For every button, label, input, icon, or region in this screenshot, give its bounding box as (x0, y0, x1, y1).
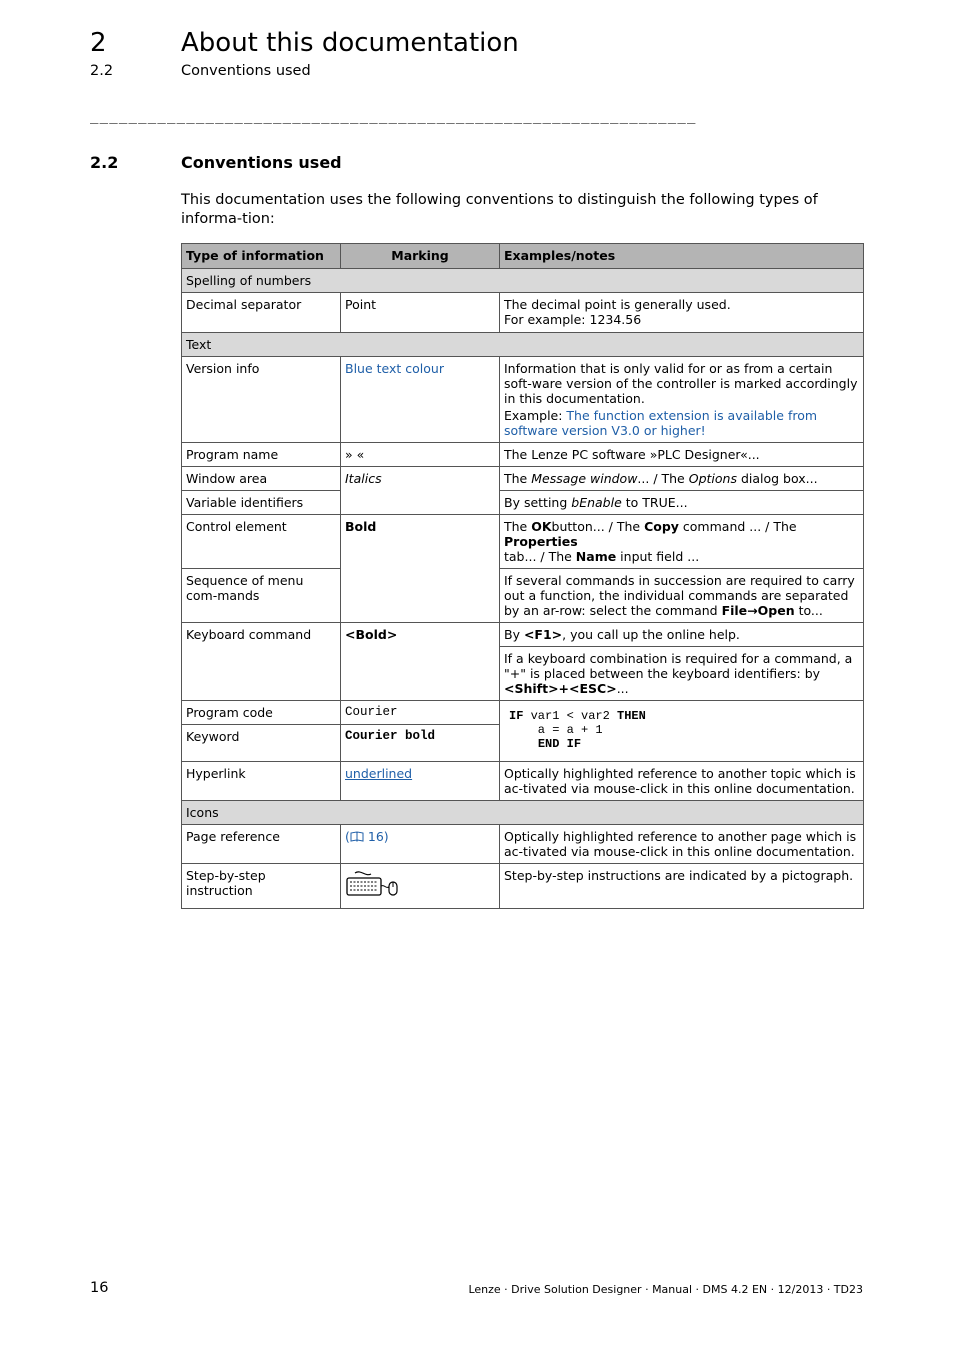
note-part: tab... / The (504, 549, 576, 564)
cell-note (500, 357, 864, 443)
header-type: Type of information (182, 244, 341, 269)
note-italic: Options (688, 471, 737, 486)
cell-type: Program name (182, 443, 341, 467)
table-row (182, 293, 864, 333)
cell-type: Window area (182, 467, 341, 491)
group-row (182, 801, 864, 825)
cell-note (500, 293, 864, 333)
note-part: By setting (504, 495, 572, 510)
group-icons: Icons (182, 801, 864, 825)
intro-paragraph: This documentation uses the following conventions to distinguish the following types of informa-tion: (181, 192, 818, 227)
page-ref-paren: ( (345, 829, 350, 844)
note-text: Information that is only valid for or as from a certain soft-ware version of the controller is marked accordingly in this documentation. (504, 361, 858, 406)
cell-note (500, 491, 864, 515)
table-row (182, 864, 864, 909)
table-row (182, 762, 864, 801)
cell-note (500, 647, 864, 701)
cell-marking (341, 762, 500, 801)
cell-type: Version info (182, 357, 341, 443)
cell-marking[interactable] (341, 825, 500, 864)
heading-title: Conventions used (181, 153, 342, 172)
cell-marking: Courier bold (341, 725, 500, 762)
note-part: If several commands in succession are required to carry out a function, the individual commands are separated by an ar-row: select the command (504, 573, 855, 618)
group-text: Text (182, 333, 864, 357)
note-part: ... (616, 681, 629, 696)
note-part: to TRUE... (621, 495, 688, 510)
cell-marking: » « (341, 443, 500, 467)
cell-note: The Lenze PC software »PLC Designer«... (500, 443, 864, 467)
note-italic: Message window (531, 471, 638, 486)
group-numbers: Spelling of numbers (182, 269, 864, 293)
code-keyword: THEN (617, 709, 646, 723)
cell-note (500, 515, 864, 569)
code-keyword: IF (509, 709, 524, 723)
cell-type: Keyboard command (182, 623, 341, 701)
cell-marking: <Bold> (341, 623, 500, 701)
note-bold: Properties (504, 534, 578, 549)
cell-type: Hyperlink (182, 762, 341, 801)
note-part: input field ... (616, 549, 700, 564)
note-line: For example: 1234.56 (504, 312, 642, 327)
book-icon (350, 829, 364, 844)
note-part: command ... / The (678, 519, 797, 534)
note-bold: File→Open (721, 603, 795, 618)
underlined-link[interactable]: underlined (345, 766, 413, 781)
chapter-number: 2 (90, 28, 107, 58)
table-row (182, 467, 864, 491)
cell-marking: Courier (341, 701, 500, 725)
note-part: , you call up the online help. (562, 627, 740, 642)
cell-note (500, 569, 864, 623)
cell-code-example (500, 701, 864, 762)
cell-type: Keyword (182, 725, 341, 762)
note-italic: bEnable (571, 495, 622, 510)
cell-note: Optically highlighted reference to another page which is ac-tivated via mouse-click in this online documentation. (500, 825, 864, 864)
table-header-row (182, 244, 864, 269)
heading-number: 2.2 (90, 153, 119, 172)
note-part: If a keyboard combination is required for a command, a "+" is placed between the keyboard identifiers: by (504, 651, 853, 681)
note-bold: OK (531, 519, 552, 534)
cell-marking: Bold (341, 515, 500, 623)
section-number: 2.2 (90, 63, 114, 79)
cell-type: Page reference (182, 825, 341, 864)
table-row (182, 569, 864, 623)
example-prefix: Example: (504, 408, 567, 423)
cell-marking: Point (341, 293, 500, 333)
table-row (182, 357, 864, 443)
note-bold: <Shift>+<ESC> (504, 681, 617, 696)
section-title: Conventions used (181, 63, 311, 79)
table-row (182, 443, 864, 467)
note-part: ... / The (637, 471, 689, 486)
cell-type: Sequence of menu com-mands (182, 569, 341, 623)
cell-marking (341, 864, 500, 909)
cell-marking: Blue text colour (341, 357, 500, 443)
conventions-table (181, 243, 864, 909)
code-text: a = a + 1 (509, 723, 603, 737)
note-part: to... (794, 603, 823, 618)
cell-note (500, 623, 864, 647)
header-rule: _______________________________________________________________ (90, 108, 697, 124)
header-examples: Examples/notes (500, 244, 864, 269)
keyboard-mouse-icon (345, 889, 399, 904)
cell-type: Decimal separator (182, 293, 341, 333)
table-row (182, 623, 864, 647)
table-row (182, 491, 864, 515)
table-row (182, 825, 864, 864)
cell-note: Step-by-step instructions are indicated by a pictograph. (500, 864, 864, 909)
note-line: The decimal point is generally used. (504, 297, 731, 312)
note-part: button... / The (551, 519, 645, 534)
note-bold: <F1> (523, 627, 563, 642)
page-number: 16 (90, 1280, 109, 1296)
cell-type: Program code (182, 701, 341, 725)
cell-type: Control element (182, 515, 341, 569)
note-example (504, 408, 859, 438)
code-keyword: END IF (537, 737, 582, 751)
page-ref-number: 16) (363, 829, 389, 844)
note-part: The (504, 519, 532, 534)
example-blue-text: The function extension is available from software version V3.0 or higher! (504, 408, 818, 438)
group-row (182, 269, 864, 293)
code-block (509, 709, 859, 751)
note-part: The (504, 471, 532, 486)
footer-info: Lenze · Drive Solution Designer · Manual · DMS 4.2 EN · 12/2013 · TD23 (468, 1283, 863, 1296)
code-text: var1 < var2 (523, 709, 618, 723)
table-row (182, 701, 864, 725)
cell-type: Variable identifiers (182, 491, 341, 515)
note-part: By (504, 627, 524, 642)
table-row (182, 515, 864, 569)
header-marking: Marking (341, 244, 500, 269)
cell-note (500, 467, 864, 491)
cell-type: Step-by-step instruction (182, 864, 341, 909)
cell-note: Optically highlighted reference to another topic which is ac-tivated via mouse-click in this online documentation. (500, 762, 864, 801)
note-bold: Copy (644, 519, 679, 534)
group-row (182, 333, 864, 357)
chapter-title: About this documentation (181, 28, 519, 58)
note-part: dialog box... (736, 471, 818, 486)
cell-marking: Italics (341, 467, 500, 515)
note-bold: Name (575, 549, 617, 564)
